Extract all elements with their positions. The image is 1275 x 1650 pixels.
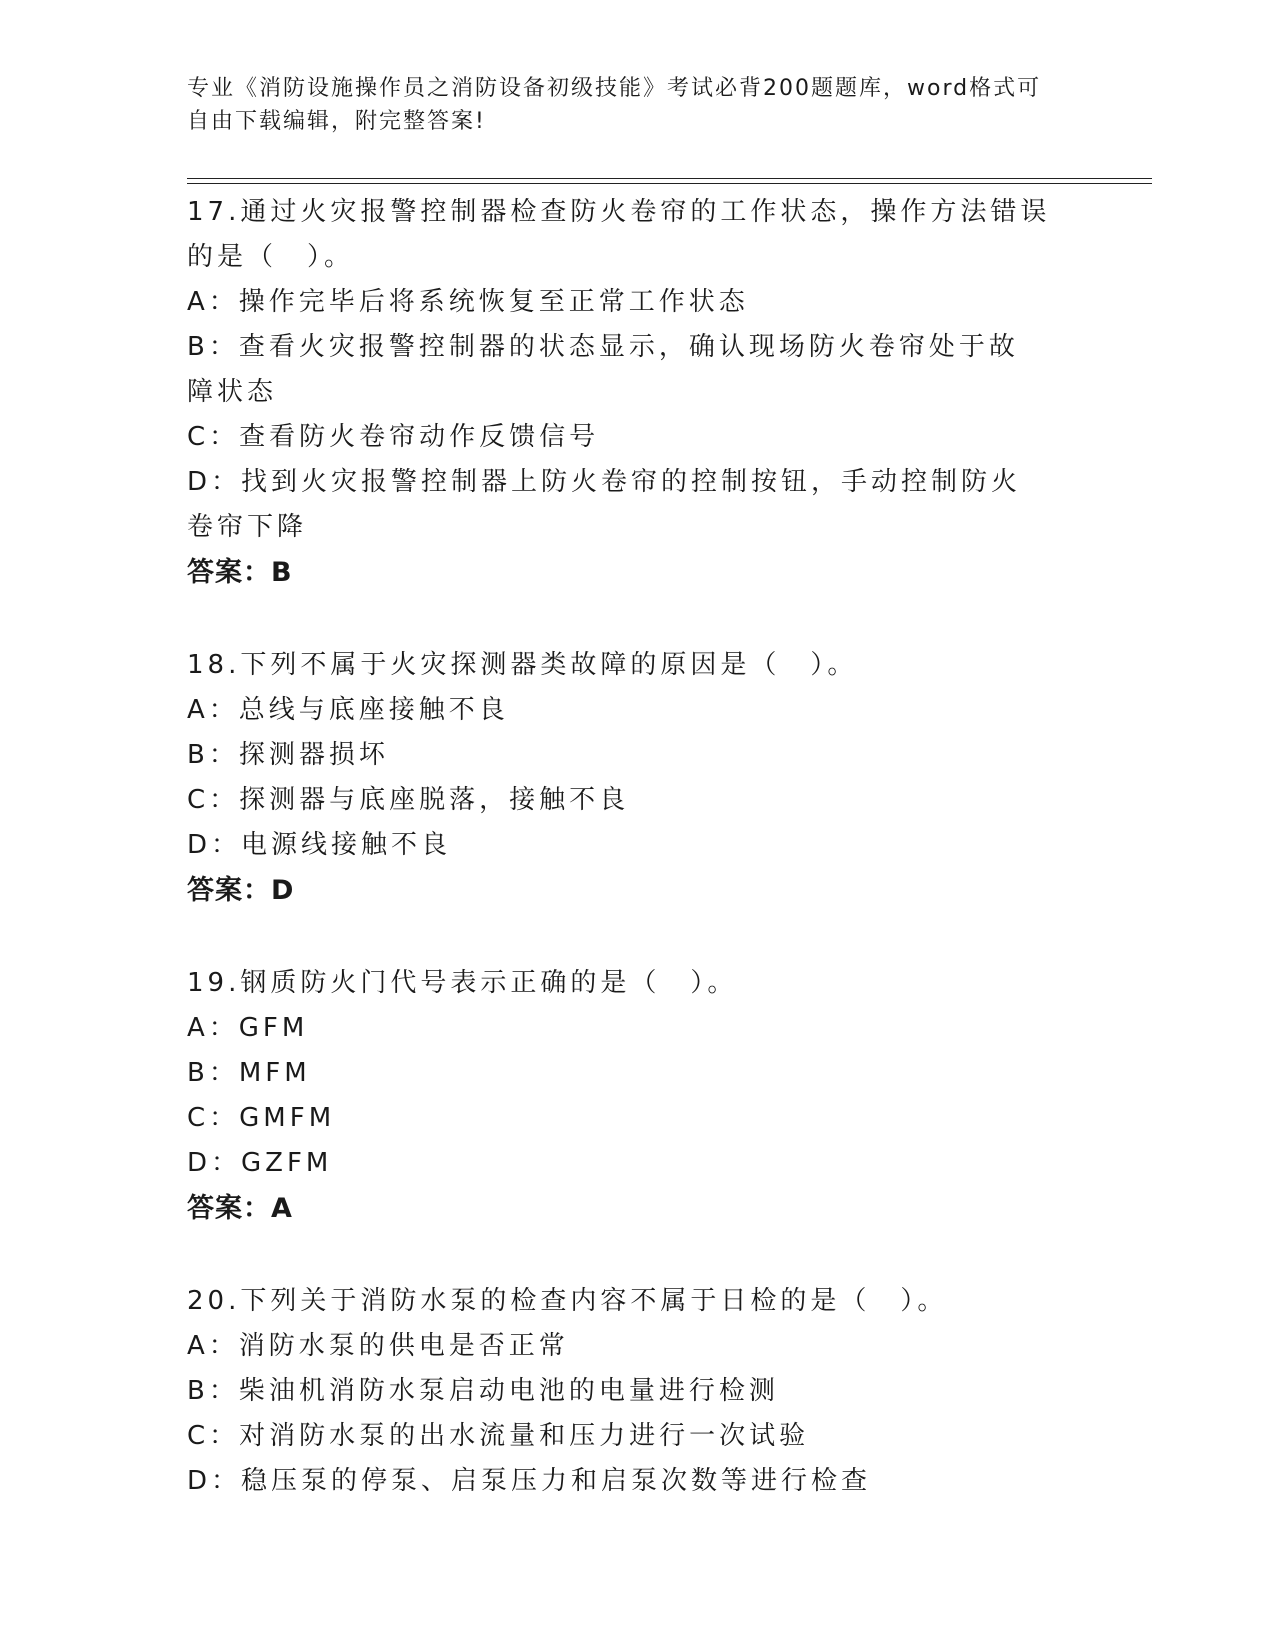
- option-b: B：柴油机消防水泵启动电池的电量进行检测: [187, 1376, 779, 1406]
- option-a: A：GFM: [187, 1013, 309, 1043]
- question-19: [187, 961, 1087, 1231]
- answer-label: 答案：A: [187, 1193, 293, 1224]
- option-c: C：对消防水泵的出水流量和压力进行一次试验: [187, 1421, 810, 1451]
- question-spacer: [187, 913, 1087, 961]
- question-stem: 18.下列不属于火灾探测器类故障的原因是（ ）。: [187, 650, 858, 680]
- option-b: B：查看火灾报警控制器的状态显示，确认现场防火卷帘处于故障状态: [187, 332, 1019, 407]
- question-18: [187, 643, 1087, 913]
- answer-label: 答案：B: [187, 557, 293, 588]
- question-spacer: [187, 595, 1087, 643]
- question-list: [187, 190, 1087, 1504]
- option-d: D：找到火灾报警控制器上防火卷帘的控制按钮，手动控制防火卷帘下降: [187, 467, 1022, 542]
- question-spacer: [187, 1231, 1087, 1279]
- option-d: D：电源线接触不良: [187, 830, 452, 860]
- option-d: D：稳压泵的停泵、启泵压力和启泵次数等进行检查: [187, 1466, 872, 1496]
- option-c: C：查看防火卷帘动作反馈信号: [187, 422, 600, 452]
- option-a: A：总线与底座接触不良: [187, 695, 509, 725]
- question-17: [187, 190, 1087, 595]
- option-c: C：探测器与底座脱落，接触不良: [187, 785, 630, 815]
- question-stem: 19.钢质防火门代号表示正确的是（ ）。: [187, 968, 738, 998]
- option-c: C：GMFM: [187, 1103, 336, 1133]
- option-b: B：探测器损坏: [187, 740, 389, 770]
- option-a: A：操作完毕后将系统恢复至正常工作状态: [187, 287, 749, 317]
- option-d: D：GZFM: [187, 1148, 333, 1178]
- question-stem: 17.通过火灾报警控制器检查防火卷帘的工作状态，操作方法错误的是（ ）。: [187, 197, 1051, 272]
- question-stem: 20.下列关于消防水泵的检查内容不属于日检的是（ ）。: [187, 1286, 948, 1316]
- document-header: [187, 72, 1087, 138]
- header-line-1: 专业《消防设施操作员之消防设备初级技能》考试必背200题题库，word格式可: [187, 76, 1042, 101]
- answer-label: 答案：D: [187, 875, 295, 906]
- header-divider-bottom: [187, 183, 1152, 184]
- question-20: [187, 1279, 1087, 1504]
- option-a: A：消防水泵的供电是否正常: [187, 1331, 569, 1361]
- option-b: B：MFM: [187, 1058, 311, 1088]
- header-line-2: 自由下载编辑，附完整答案!: [187, 109, 486, 134]
- header-divider-top: [187, 178, 1152, 179]
